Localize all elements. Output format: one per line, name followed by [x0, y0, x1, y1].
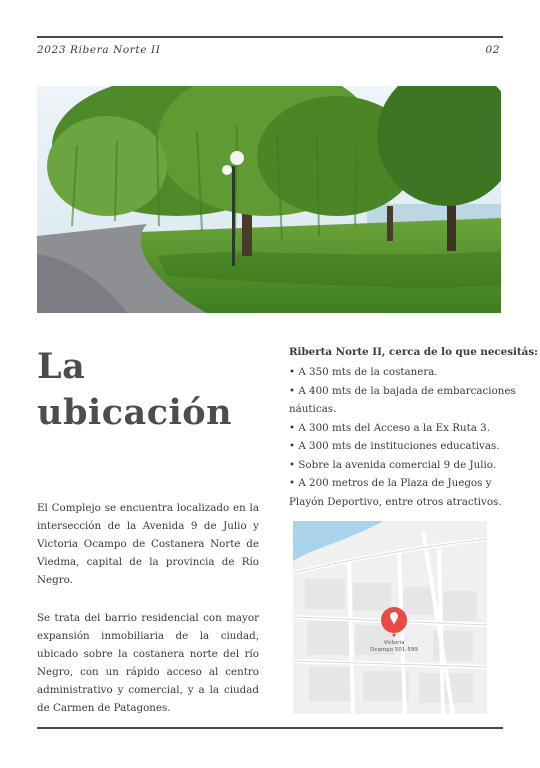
section-title-line-2: ubicación — [37, 392, 233, 433]
list-item: • A 200 metros de la Plaza de Juegos y Playón Deportivo, entre otros atractivos. — [289, 477, 502, 508]
list-item: • A 400 mts de la bajada de embarcaciones náuticas. — [289, 384, 516, 415]
features-title: Riberta Norte II, cerca de lo que necesitás: — [289, 346, 538, 358]
neighborhood-paragraph: Se trata del barrio residencial con mayor expansión inmobiliaria de la ciudad, ubicado sobre la costanera norte del río Negro, con un rápido acceso al centro administrativo y comercial, y a la ciudad de Carmen de Patagones. — [37, 612, 259, 714]
list-item: • A 300 mts de instituciones educativas. — [289, 440, 500, 452]
park-photo-illustration — [37, 86, 501, 313]
list-item: • Sobre la avenida comercial 9 de Julio. — [289, 458, 497, 471]
map-pin-label-line-1: Victoria — [383, 640, 405, 646]
location-paragraph: El Complejo se encuentra localizado en la intersección de la Avenida 9 de Julio y Victoria Ocampo de Costanera Norte de Viedma, capital de la provincia de Río Negro. — [37, 502, 259, 586]
features-list — [289, 363, 517, 511]
header-title: 2023 Ribera Norte II — [37, 44, 161, 56]
page-number: 02 — [485, 44, 500, 56]
top-rule — [37, 36, 503, 38]
bottom-rule — [37, 727, 503, 729]
map-pin-label-line-2: Ocampo 501-599 — [370, 647, 418, 653]
list-item: • A 350 mts de la costanera. — [289, 366, 438, 378]
section-title-line-1: La — [37, 346, 86, 387]
location-map — [293, 521, 487, 714]
list-item: • A 300 mts del Acceso a la Ex Ruta 3. — [289, 421, 490, 434]
park-photo — [37, 86, 501, 313]
section-title — [37, 344, 267, 436]
map-illustration — [293, 521, 487, 714]
